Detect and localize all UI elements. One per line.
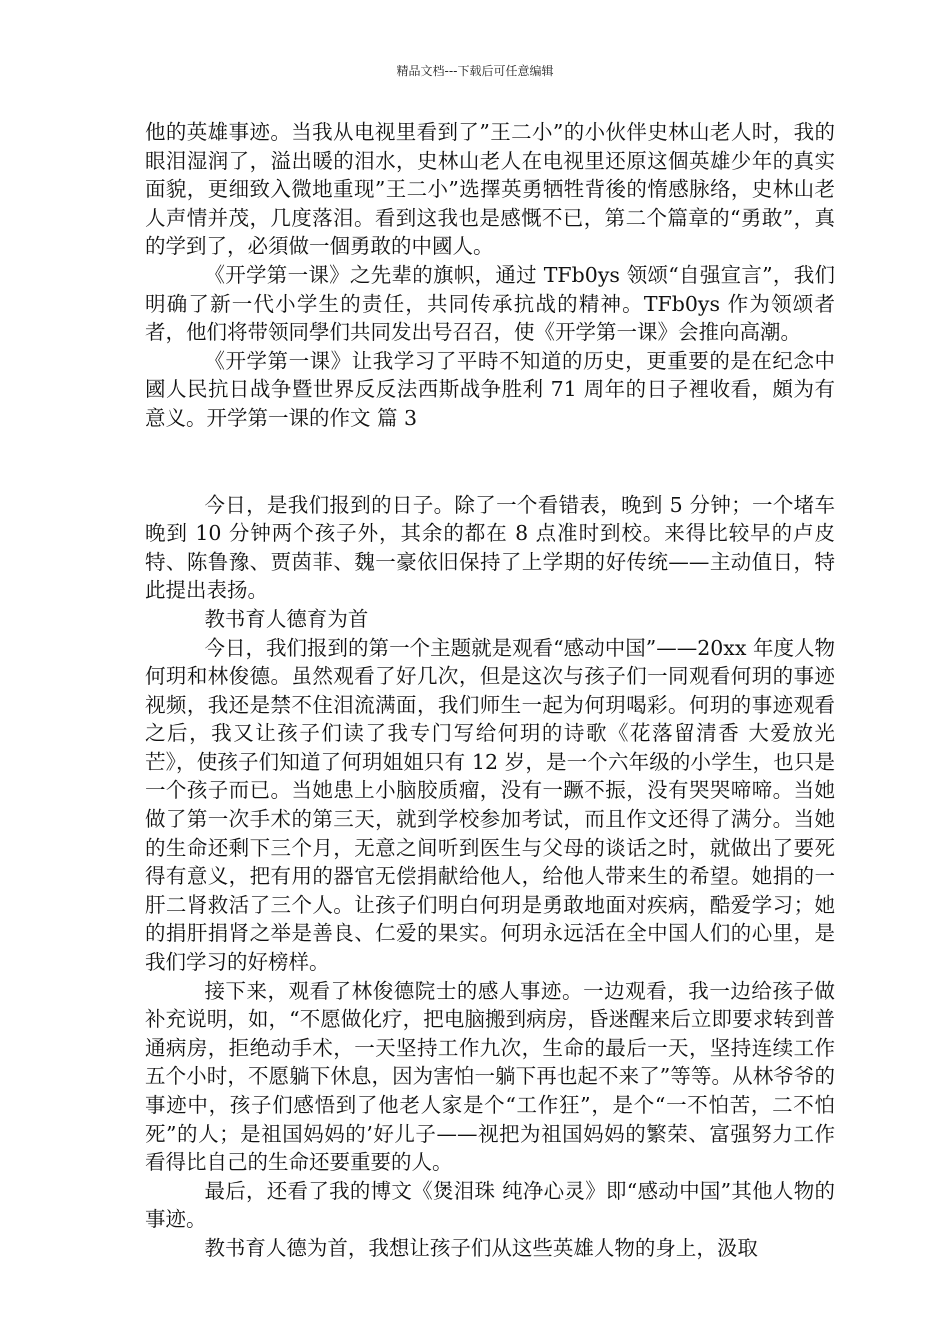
section-heading: 教书育人德育为首	[204, 606, 369, 631]
paragraph: 《开学第一课》让我学习了平時不知道的历史，更重要的是在纪念中國人民抗日战争暨世界反反法西斯战争胜利 71 周年的日子裡收看，頗为有意义。开学第一课的作文 篇 3	[145, 348, 835, 430]
document-body	[145, 118, 835, 1263]
paragraph: 《开学第一课》之先辈的旗帜，通过 TFb0ys 领颂“自强宣言”，我们明确了新一代小学生的责任，共同传承抗战的精神。TFb0ys 作为领颂者者，他们将带领同學们共同发出号召召，使《开学第一课》会推向高潮。	[145, 262, 835, 345]
paragraph: 今日，我们报到的第一个主题就是观看“感动中国”——20xx 年度人物何玥和林俊德。虽然观看了好几次，但是这次与孩子们一同观看何玥的事迹视频，我还是禁不住泪流满面，我们师生一起为何玥喝彩。何玥的事迹观看之后，我又让孩子们读了我专门写给何玥的诗歌《花落留清香 大爱放光芒》，使孩子们知道了何玥姐姐只有 12 岁，是一个六年级的小学生，也只是一个孩子而已。当她患上小脑胶质瘤，没有一蹶不振，没有哭哭啼啼。当她做了第一次手术的第三天，就到学校参加考试，而且作文还得了满分。当她的生命还剩下三个月，无意之间听到医生与父母的谈话之时，就做出了要死得有意义，把有用的器官无偿捐献给他人，给他人带来生的希望。她捐的一肝二肾救活了三个人。让孩子们明白何玥是勇敢地面对疾病，酷爱学习；她的捐肝捐肾之举是善良、仁爱的果实。何玥永远活在全中国人们的心里，是我们学习的好榜样。	[145, 635, 835, 975]
paragraph-gap	[145, 433, 835, 491]
paragraph: 接下来，观看了林俊德院士的感人事迹。一边观看，我一边给孩子做补充说明，如，“不愿做化疗，把电脑搬到病房，昏迷醒来后立即要求转到普通病房，拒绝动手术，一天坚持工作九次，生命的最后一天，坚持连续工作五个小时，不愿躺下休息，因为害怕一躺下再也起不来了”等等。从林爷爷的事迹中，孩子们感悟到了他老人家是个“工作狂”，是个“一不怕苦，二不怕死”的人；是祖国妈妈的’好儿子——视把为祖国妈妈的繁荣、富强努力工作看得比自己的生命还要重要的人。	[145, 978, 835, 1175]
paragraph: 教书育人德为首，我想让孩子们从这些英雄人物的身上，汲取	[204, 1235, 758, 1260]
paragraph: 他的英雄事迹。当我从电视里看到了”王二小”的小伙伴史林山老人时，我的眼泪湿润了，溢出暖的泪水，史林山老人在电视里还原这個英雄少年的真实面貌，更细致入微地重现”王二小”选擇英勇牺牲背後的惰感脉络，史林山老人声情并茂，几度落泪。看到这我也是感慨不已，第二个篇章的“勇敢”，真的学到了，必須做一個勇敢的中國人。	[145, 120, 835, 259]
paragraph: 最后，还看了我的博文《煲泪珠 纯净心灵》即“感动中国”其他人物的事迹。	[145, 1178, 835, 1232]
page-header: 精品文档---下载后可任意编辑	[396, 64, 554, 78]
paragraph: 今日，是我们报到的日子。除了一个看错表，晚到 5 分钟；一个堵车晚到 10 分钟两个孩子外，其余的都在 8 点准时到校。来得比较早的卢皮特、陈鲁豫、贾茵菲、魏一豪依旧保持了上学期的好传统——主动值日，特此提出表扬。	[145, 492, 835, 603]
